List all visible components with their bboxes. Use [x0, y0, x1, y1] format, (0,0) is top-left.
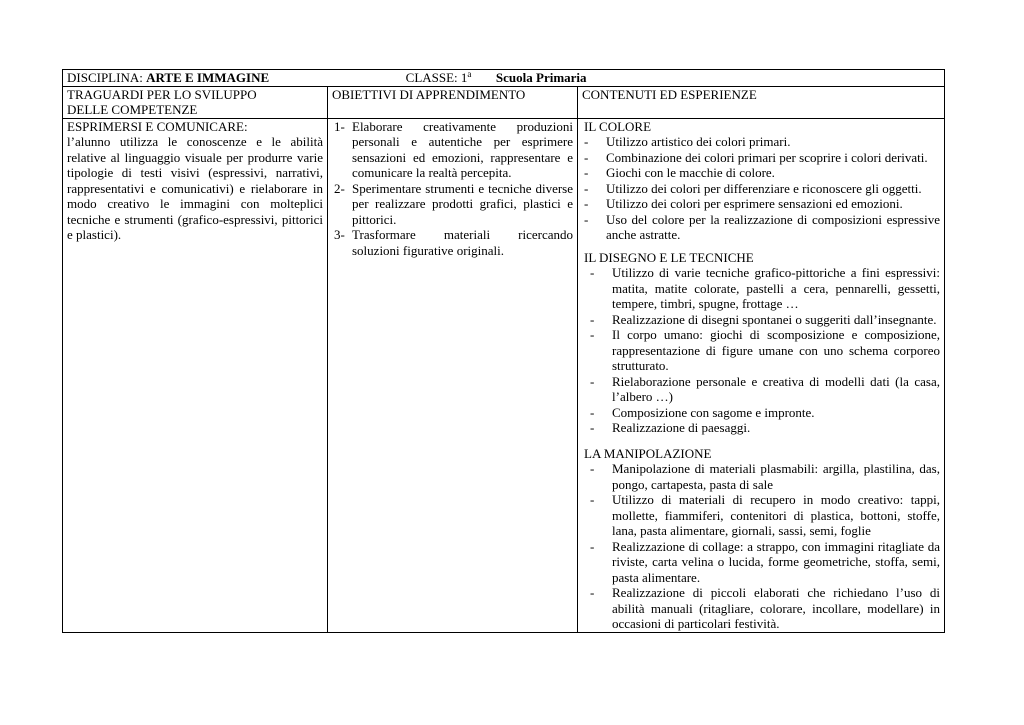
- list-item: - Uso del colore per la realizzazione di composizioni espressive anche astratte.: [584, 211, 940, 242]
- obiettivo-text: Sperimentare strumenti e tecniche diverse per realizzare prodotti grafici, plastici e pittorici.: [352, 180, 573, 227]
- title-row: [63, 70, 945, 87]
- col-header-contenuti: CONTENUTI ED ESPERIENZE: [578, 86, 945, 118]
- classe-sup: a: [467, 69, 472, 79]
- list-item-text: Realizzazione di paesaggi.: [612, 420, 751, 435]
- traguardi-text: l’alunno utilizza le conoscenze e le abilità relative al linguaggio visuale per produrre varie tipologie di testi visivi (espressivi, narrativi, rappresentativi e comunicativi) e rielaborare in modo creativo le immagini con molteplici tecniche e strumenti (grafico-espressivi, pittorici e plastici).: [67, 134, 323, 242]
- list-item-text: Uso del colore per la realizzazione di composizioni espressive anche astratte.: [606, 211, 940, 242]
- list-item-text: Utilizzo di varie tecniche grafico-pittoriche a fini espressivi: matita, matite colorate, pastelli a cera, pennarelli, gessetti, tempere, timbri, spugne, frottage …: [612, 265, 940, 311]
- list-item: - Utilizzo di materiali di recupero in modo creativo: tappi, mollette, fiammiferi, contenitori di plastica, bottoni, stoffe, lana, pasta alimentare, giornali, sassi, semi, foglie: [590, 492, 940, 538]
- list-item-text: Giochi con le macchie di colore.: [606, 165, 775, 180]
- list-item: - Realizzazione di piccoli elaborati che richiedano l’uso di abilità manuali (ritagliare, colorare, incollare, modellare) in occasioni di particolari festività.: [590, 585, 940, 631]
- list-item-text: Utilizzo dei colori per esprimere sensazioni ed emozioni.: [606, 196, 903, 211]
- document-page: [62, 69, 944, 633]
- contenuti-cell: [578, 118, 945, 632]
- obiettivi-cell: [328, 118, 578, 632]
- list-item: - Rielaborazione personale e creativa di modelli dati (la casa, l’albero …): [590, 373, 940, 404]
- section-title-colore: IL COLORE: [584, 118, 652, 134]
- disciplina-value: ARTE E IMMAGINE: [146, 70, 270, 85]
- classe-label: CLASSE: 1: [405, 70, 468, 85]
- traguardi-cell: [63, 118, 328, 632]
- list-item: - Utilizzo dei colori per differenziare e riconoscere gli oggetti.: [584, 181, 940, 197]
- section-title-disegno: IL DISEGNO E LE TECNICHE: [584, 249, 754, 265]
- list-item-text: Combinazione dei colori primari per scoprire i colori derivati.: [606, 149, 928, 165]
- obiettivo-item: [334, 119, 573, 181]
- list-item: - Il corpo umano: giochi di scomposizione e composizione, rappresentazione di figure umane con uno schema corporeo strutturato.: [590, 327, 940, 373]
- section-disegno: [584, 250, 940, 436]
- obiettivo-text: Elaborare creativamente produzioni personali e autentiche per esprimere sensazioni ed emozioni, rappresentare e comunicare la realtà percepita.: [352, 118, 573, 180]
- list-item: - Combinazione dei colori primari per scoprire i colori derivati.: [584, 150, 940, 166]
- list-item-text: Realizzazione di collage: a strappo, con immagini ritagliate da riviste, carta velina o lucida, forme geometriche, stoffa, semi, pasta alimentare.: [612, 538, 940, 585]
- colore-list: [584, 134, 940, 243]
- list-item: - Manipolazione di materiali plasmabili: argilla, plastilina, das, pongo, cartapesta, pasta di sale: [590, 461, 940, 492]
- list-item-text: Utilizzo di materiali di recupero in modo creativo: tappi, mollette, fiammiferi, contenitori di plastica, bottoni, stoffe, lana, pasta alimentare, giornali, sassi, semi, foglie: [612, 492, 940, 538]
- list-item: - Utilizzo di varie tecniche grafico-pittoriche a fini espressivi: matita, matite colorate, pastelli a cera, pennarelli, gessetti, tempere, timbri, spugne, frottage …: [590, 265, 940, 311]
- list-item: - Utilizzo dei colori per esprimere sensazioni ed emozioni.: [584, 196, 940, 212]
- content-row: [63, 118, 945, 632]
- curriculum-table: [62, 69, 945, 633]
- obiettivo-number: 2-: [334, 180, 345, 196]
- column-header-row: [63, 86, 945, 118]
- section-title-manipolazione: LA MANIPOLAZIONE: [584, 445, 712, 461]
- list-item: - Utilizzo artistico dei colori primari.: [584, 134, 940, 150]
- list-item-text: Composizione con sagome e impronte.: [612, 404, 815, 420]
- title-cell: [63, 70, 945, 87]
- list-item: - Composizione con sagome e impronte.: [584, 405, 940, 421]
- disegno-list: [584, 265, 940, 436]
- list-item-text: Realizzazione di piccoli elaborati che richiedano l’uso di abilità manuali (ritagliare, colorare, incollare, modellare) in occasioni di particolari festività.: [612, 585, 940, 631]
- list-item: - Realizzazione di paesaggi.: [584, 420, 940, 436]
- obiettivo-number: 1-: [334, 118, 345, 134]
- list-item-text: Il corpo umano: giochi di scomposizione e composizione, rappresentazione di figure umane con uno schema corporeo strutturato.: [612, 327, 940, 373]
- section-manipolazione: [584, 446, 940, 632]
- col-header-obiettivi: OBIETTIVI DI APPRENDIMENTO: [328, 86, 578, 118]
- list-item: - Realizzazione di disegni spontanei o suggeriti dall’insegnante.: [584, 312, 940, 328]
- disciplina-label: DISCIPLINA:: [67, 70, 143, 85]
- list-item-text: Rielaborazione personale e creativa di modelli dati (la casa, l’albero …): [612, 373, 940, 404]
- section-colore: [584, 119, 940, 243]
- list-item-text: Manipolazione di materiali plasmabili: argilla, plastilina, das, pongo, cartapesta, pasta di sale: [612, 461, 940, 492]
- list-item-text: Utilizzo dei colori per differenziare e riconoscere gli oggetti.: [606, 180, 922, 196]
- col-header-traguardi: TRAGUARDI PER LO SVILUPPO DELLE COMPETENZE: [63, 86, 328, 118]
- obiettivo-item: [334, 181, 573, 228]
- obiettivi-list: [334, 119, 573, 259]
- list-item-text: Realizzazione di disegni spontanei o suggeriti dall’insegnante.: [612, 311, 937, 327]
- obiettivo-number: 3-: [334, 227, 345, 242]
- list-item: - Giochi con le macchie di colore.: [584, 165, 940, 181]
- list-item: - Realizzazione di collage: a strappo, con immagini ritagliate da riviste, carta velina o lucida, forme geometriche, stoffa, semi, pasta alimentare.: [590, 538, 940, 585]
- traguardi-title: ESPRIMERSI E COMUNICARE:: [67, 118, 248, 134]
- manipolazione-list: [584, 461, 940, 632]
- obiettivo-item: [334, 227, 573, 258]
- scuola-label: Scuola Primaria: [495, 70, 587, 85]
- list-item-text: Utilizzo artistico dei colori primari.: [606, 134, 791, 149]
- obiettivo-text: Trasformare materiali ricercando soluzioni figurative originali.: [352, 227, 573, 258]
